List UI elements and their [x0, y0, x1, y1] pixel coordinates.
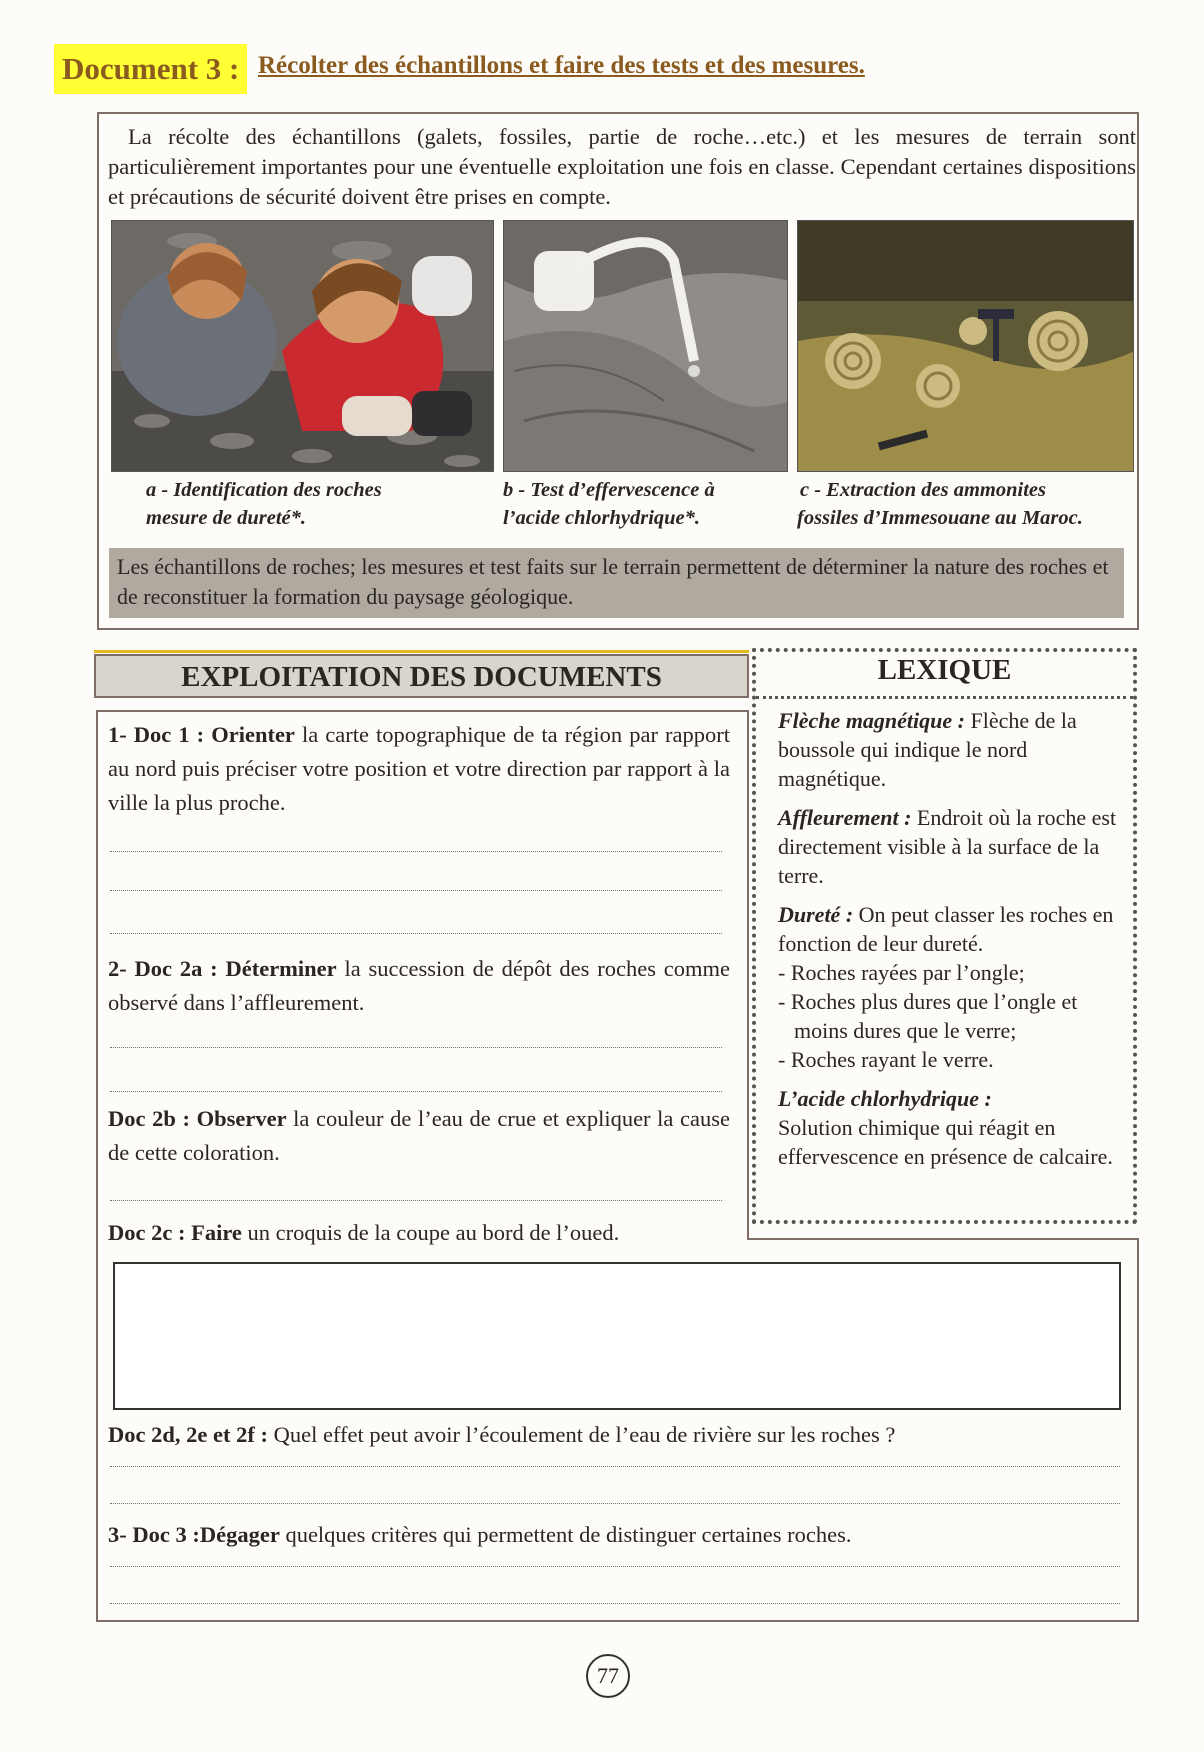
question-2d-lead: Doc 2d, 2e et 2f : — [108, 1422, 268, 1447]
question-2b-text: la couleur de l’eau de crue et expliquer la cause de cette coloration. — [108, 1106, 730, 1165]
caption-c — [797, 476, 1137, 532]
question-2b-lead: Doc 2b : Observer — [108, 1106, 287, 1131]
answer-line[interactable] — [110, 1566, 1120, 1567]
question-1-text: la carte topographique de ta région par rapport au nord puis préciser votre position et votre direction par rapport à la ville la plus proche. — [108, 722, 730, 815]
answer-line[interactable] — [110, 1200, 722, 1201]
photo-rock-identification — [111, 220, 494, 472]
answer-line[interactable] — [110, 933, 722, 934]
lexique-separator — [756, 696, 1133, 699]
durete-item: - Roches plus dures que l’ongle et moins dures que le verre; — [778, 989, 1078, 1043]
summary-box: Les échantillons de roches; les mesures et test faits sur le terrain permettent de déterminer la nature des roches et de reconstituer la formation du paysage géologique. — [109, 548, 1124, 618]
intro-paragraph: La récolte des échantillons (galets, fossiles, partie de roche…etc.) et les mesures de terrain sont particulièrement importantes pour une éventuelle exploitation une fois en classe. Cependant certaines dispositions et précautions de sécurité doivent être prises en compte. — [108, 124, 1136, 209]
caption-a-line1: a - Identification des roches — [146, 479, 382, 501]
def-durete: On peut classer les roches en fonction de leur dureté. — [778, 902, 1114, 956]
durete-item: - Roches rayées par l’ongle; — [778, 960, 1025, 985]
caption-c-line1: c - Extraction des ammonites — [800, 479, 1046, 501]
caption-a — [146, 476, 382, 532]
question-2c-lead: Doc 2c : Faire — [108, 1220, 242, 1245]
answer-line[interactable] — [110, 1047, 722, 1048]
photo-effervescence-test — [503, 220, 788, 472]
question-1 — [108, 718, 730, 820]
answer-line[interactable] — [110, 1466, 1120, 1467]
def-affleurement: Endroit où la roche est directement visible à la surface de la terre. — [778, 805, 1117, 888]
caption-a-line2: mesure de dureté*. — [146, 507, 306, 529]
question-2c — [108, 1216, 748, 1250]
answer-line[interactable] — [110, 890, 722, 891]
photo-ammonite-extraction — [797, 220, 1134, 472]
question-2 — [108, 952, 730, 1020]
term-fleche: Flèche magnétique : — [778, 708, 965, 733]
exploitation-title: EXPLOITATION DES DOCUMENTS — [94, 654, 749, 698]
question-2c-text: un croquis de la coupe au bord de l’oued. — [241, 1220, 620, 1245]
question-2-text: la succession de dépôt des roches comme observé dans l’affleurement. — [108, 956, 731, 1015]
lexique-entry-affleurement — [778, 803, 1128, 890]
lexique-entry-durete — [778, 900, 1128, 1074]
question-1-lead: 1- Doc 1 : Orienter — [108, 722, 295, 747]
lexique-body — [778, 706, 1128, 1181]
def-fleche: Flèche de la boussole qui indique le nord magnétique. — [778, 708, 1077, 791]
term-durete: Dureté : — [778, 902, 854, 927]
question-3 — [108, 1518, 1118, 1552]
answer-line[interactable] — [110, 851, 722, 852]
durete-item: - Roches rayant le verre. — [778, 1047, 994, 1072]
document-label: Document 3 : — [54, 44, 247, 94]
question-3-lead: 3- Doc 3 :Dégager — [108, 1522, 280, 1547]
question-2-lead: 2- Doc 2a : Déterminer — [108, 956, 337, 981]
term-acide: L’acide chlorhydrique : — [778, 1086, 992, 1111]
question-3-text: quelques critères qui permettent de distinguer certaines roches. — [279, 1522, 852, 1547]
answer-line[interactable] — [110, 1503, 1120, 1504]
exploitation-accent-line — [94, 650, 749, 653]
caption-c-line2: fossiles d’Immesouane au Maroc. — [797, 507, 1083, 529]
answer-line[interactable] — [110, 1603, 1120, 1604]
page-number: 77 — [586, 1654, 630, 1698]
question-2d — [108, 1418, 1118, 1452]
caption-b — [503, 476, 715, 532]
def-acide: Solution chimique qui réagit en effervescence en présence de calcaire. — [778, 1115, 1113, 1169]
sketch-drawing-area[interactable] — [113, 1262, 1121, 1410]
lexique-title: LEXIQUE — [877, 654, 1012, 686]
lexique-entry-fleche — [778, 706, 1128, 793]
term-affleurement: Affleurement : — [778, 805, 912, 830]
lexique-entry-acide — [778, 1084, 1128, 1171]
document-title: Récolter des échantillons et faire des tests et des mesures. — [258, 52, 865, 79]
question-2b — [108, 1102, 730, 1170]
answer-line[interactable] — [110, 1091, 722, 1092]
caption-b-line2: l’acide chlorhydrique*. — [503, 507, 701, 529]
lower-frame-top-line — [749, 1238, 1139, 1240]
caption-b-line1: b - Test d’effervescence à — [503, 479, 715, 501]
question-2d-text: Quel effet peut avoir l’écoulement de l’eau de rivière sur les roches ? — [267, 1422, 896, 1447]
